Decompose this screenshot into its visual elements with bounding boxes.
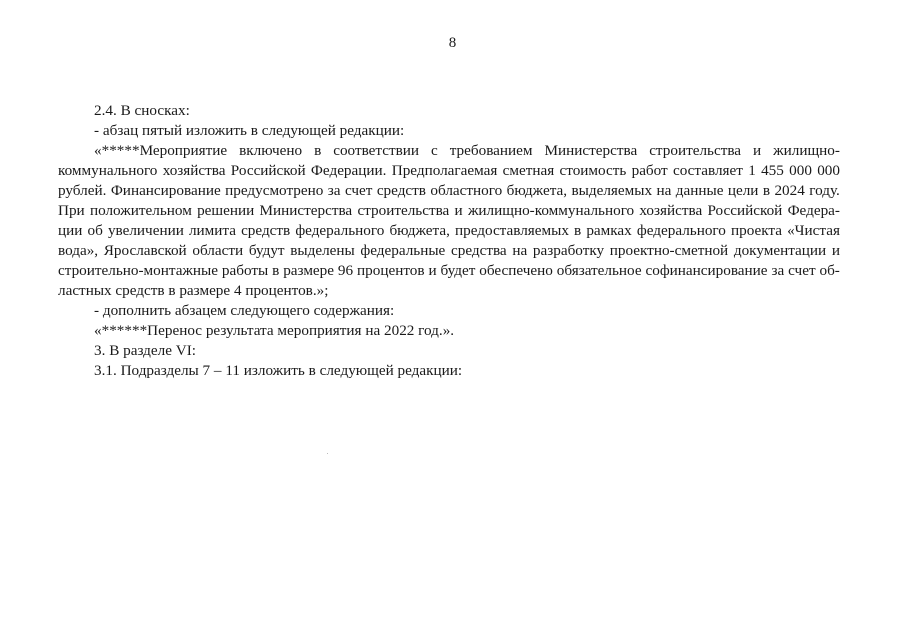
text-line: вода», Ярославской области будут выделены федеральные средства на разработку проектно-сметной документации и xyxy=(58,242,840,259)
text-line: строительно-монтажные работы в размере 96 процентов и будет обеспечено обязательное софинансирование за счет об- xyxy=(58,262,840,279)
text-line: «******Перенос результата мероприятия на 2022 год.». xyxy=(94,322,455,339)
text-line: рублей. Финансирование предусмотрено за счет средств областного бюджета, выделяемых на данные цели в 2024 году. xyxy=(58,182,840,199)
text-line: - абзац пятый изложить в следующей редакции: xyxy=(94,122,405,139)
text-line: ластных средств в размере 4 процентов.»; xyxy=(58,282,329,299)
scan-speck xyxy=(327,453,328,454)
text-line: ции об увеличении лимита средств федерального бюджета, предоставляемых в рамках федерального проекта «Чистая xyxy=(58,222,840,239)
text-line: 3.1. Подразделы 7 – 11 изложить в следующей редакции: xyxy=(94,362,463,379)
document-body xyxy=(58,101,840,381)
text-line: - дополнить абзацем следующего содержания: xyxy=(94,302,395,319)
page-number: 8 xyxy=(448,35,457,51)
text-line: «*****Мероприятие включено в соответствии с требованием Министерства строительства и жилищно- xyxy=(94,142,840,159)
text-line: 3. В разделе VI: xyxy=(94,342,197,359)
text-line: При положительном решении Министерства строительства и жилищно-коммунального хозяйства Российской Федера- xyxy=(58,202,840,219)
text-line: 2.4. В сносках: xyxy=(94,102,190,119)
text-line: коммунального хозяйства Российской Федерации. Предполагаемая сметная стоимость работ составляет 1 455 000 000 xyxy=(58,162,840,179)
